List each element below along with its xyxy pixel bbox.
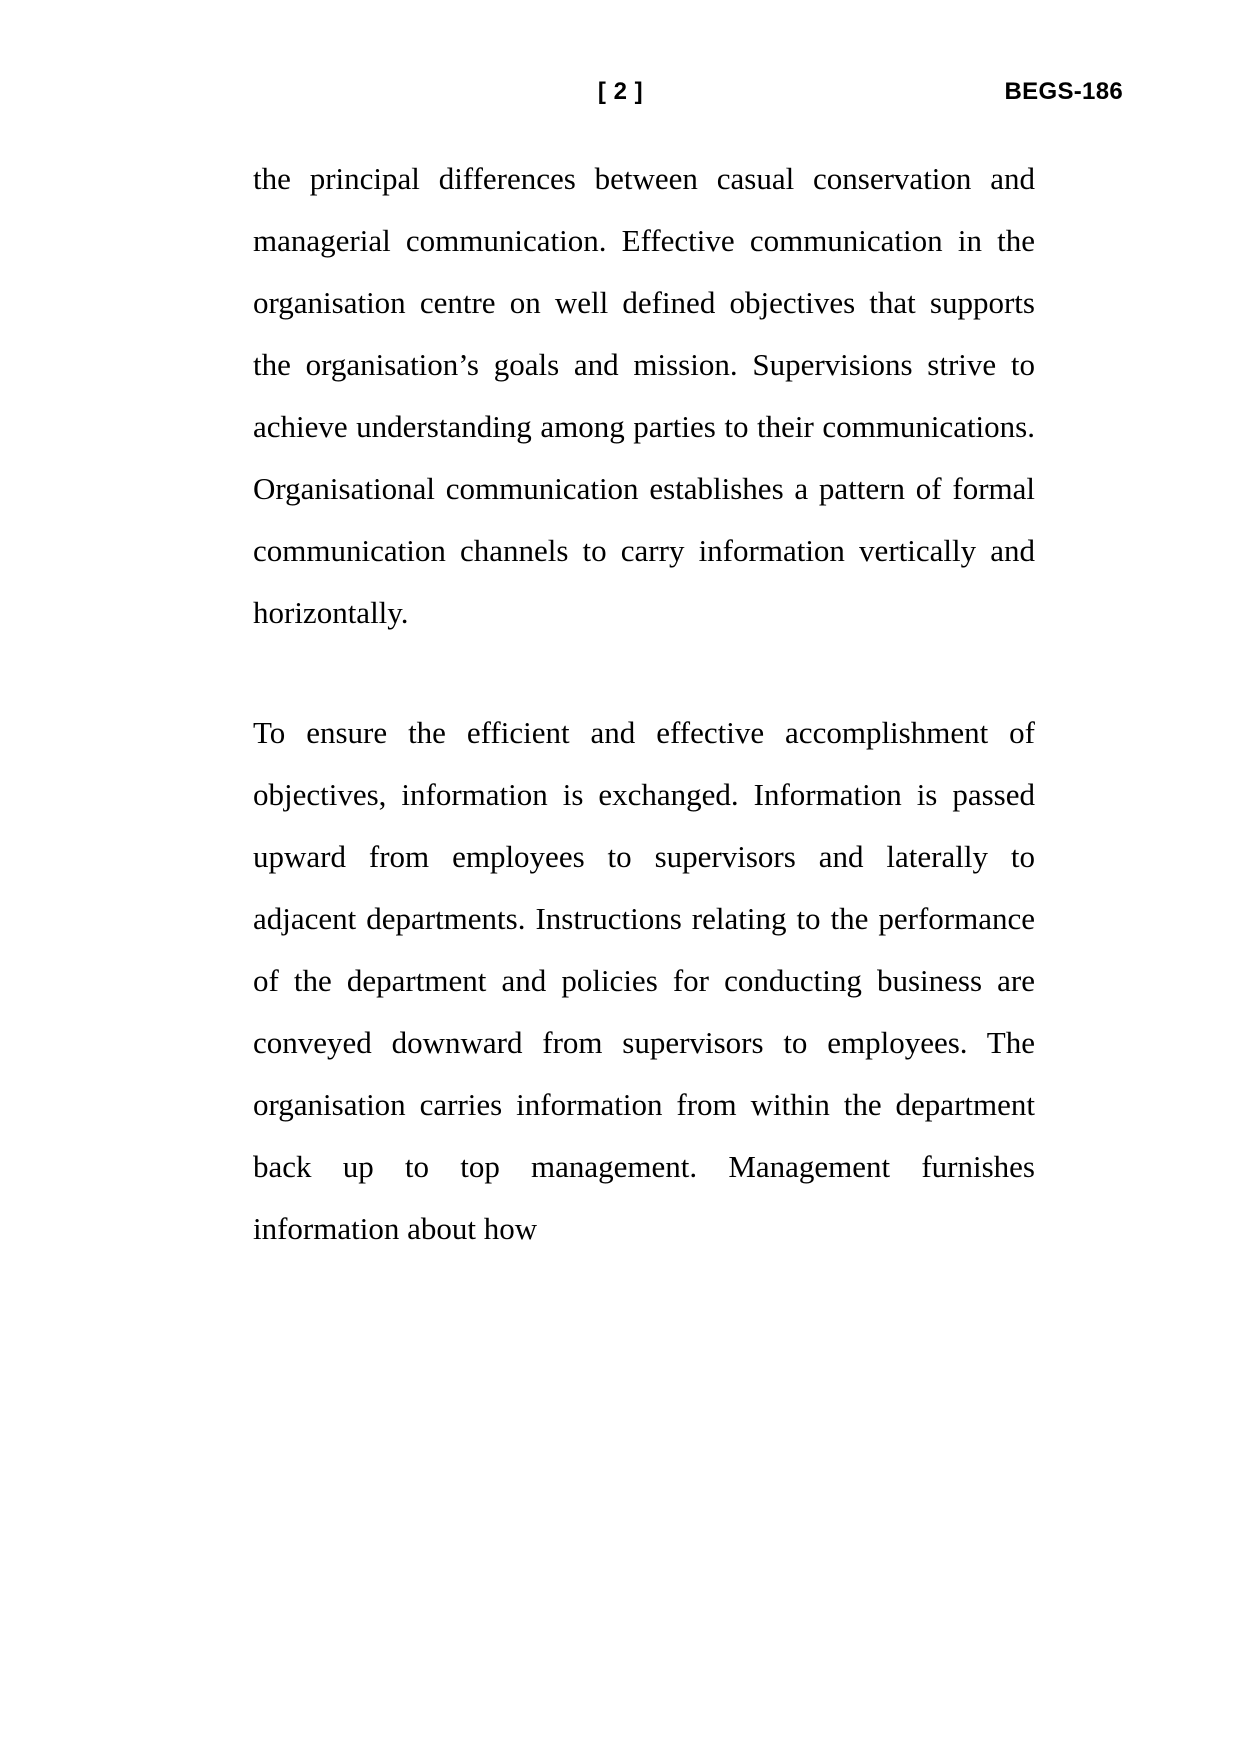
page-number: [ 2 ] — [597, 78, 644, 105]
page-header — [0, 78, 1241, 118]
paragraph: To ensure the efficient and effective accomplishment of objectives, information is exchanged. Information is passed upward from employees to supervisors and laterally to adjacent departments. Instructions relating to the performance of the department and policies for conducting business are conveyed downward from supervisors to employees. The organisation carries information from within the department back up to top management. Management furnishes information about how — [253, 715, 1035, 1246]
paragraph: the principal differences between casual conservation and managerial communication. Effective communication in the organisation centre on well defined objectives that supports the organisation’s goals and mission. Supervisions strive to achieve understanding among parties to their communications. Organisational communication establishes a pattern of formal communication channels to carry information vertically and horizontally. — [253, 161, 1035, 630]
page-body — [253, 148, 1035, 1260]
course-code: BEGS-186 — [1004, 78, 1123, 105]
